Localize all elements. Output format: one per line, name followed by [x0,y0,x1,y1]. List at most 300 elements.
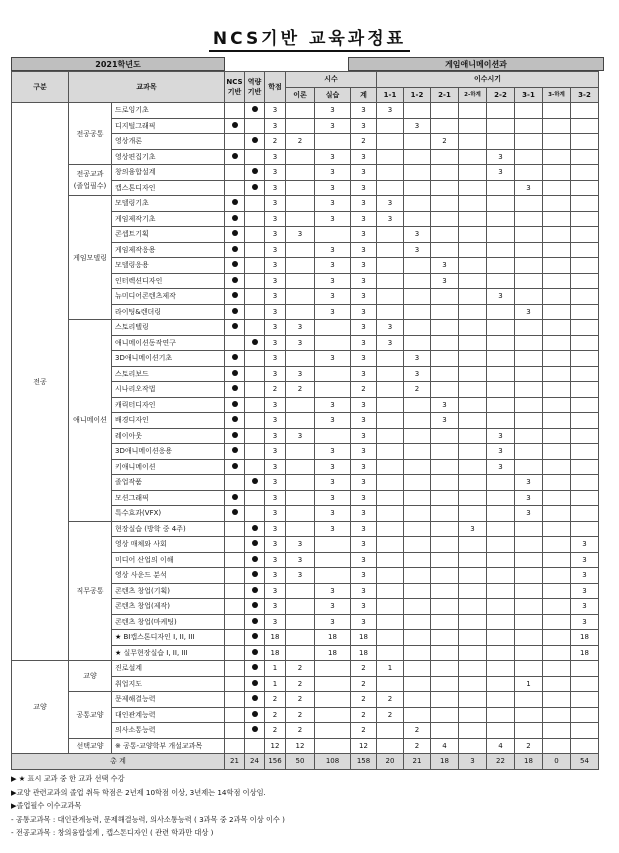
semester-cell: 3 [487,444,515,460]
credit-cell: 3 [265,242,286,258]
totals-ncs: 21 [225,754,245,770]
semester-cell [459,289,487,305]
semester-cell: 3 [571,614,599,630]
semester-cell [487,707,515,723]
practice-cell: 3 [315,413,351,429]
semester-cell [487,103,515,119]
subject-name: 게임제작응용 [112,242,225,258]
semester-cell [515,134,543,150]
semester-cell [377,165,404,181]
credit-cell: 2 [265,692,286,708]
semester-cell [515,227,543,243]
semester-cell [431,707,459,723]
ncs-dot-icon [232,494,238,500]
semester-cell [515,444,543,460]
subject-name: 영상 사운드 분석 [112,568,225,584]
semester-cell [515,552,543,568]
semester-cell [431,118,459,134]
semester-cell: 3 [515,304,543,320]
competency-dot-icon [252,680,258,686]
ncs-mark [225,242,245,258]
subject-name: 미디어 산업의 이해 [112,552,225,568]
total-cell: 3 [351,273,377,289]
semester-cell [404,335,431,351]
semester-cell [377,614,404,630]
total-cell: 2 [351,134,377,150]
ncs-mark [225,149,245,165]
semester-cell [487,552,515,568]
ncs-dot-icon [232,323,238,329]
semester-cell [377,583,404,599]
semester-cell [404,692,431,708]
semester-cell: 3 [487,149,515,165]
semester-cell [404,459,431,475]
practice-cell: 3 [315,506,351,522]
semester-cell [515,366,543,382]
ncs-dot-icon [232,308,238,314]
semester-cell [431,475,459,491]
header-credits: 학점 [265,72,286,103]
semester-cell: 3 [377,320,404,336]
ncs-dot-icon [232,246,238,252]
semester-cell: 2 [404,738,431,754]
subject-name: ※ 공통-교양학부 개설교과목 [112,738,225,754]
subgroup-label: 공통교양 [76,710,104,719]
semester-cell [404,614,431,630]
semester-cell [543,630,571,646]
theory-cell [286,258,315,274]
semester-cell [515,521,543,537]
year-label: 2021학년도 [11,57,225,71]
semester-cell [459,738,487,754]
theory-cell [286,351,315,367]
subgroup-cell [69,521,112,661]
credit-cell: 3 [265,599,286,615]
semester-cell [571,134,599,150]
ncs-dot-icon [232,277,238,283]
semester-cell [377,289,404,305]
credit-cell: 3 [265,444,286,460]
totals-semester: 21 [404,754,431,770]
header-semester: 2-2 [487,87,515,103]
competency-dot-icon [252,649,258,655]
header-semester: 1-2 [404,87,431,103]
semester-cell [515,692,543,708]
semester-cell: 3 [571,599,599,615]
semester-cell [431,444,459,460]
semester-cell [459,134,487,150]
credit-cell: 3 [265,103,286,119]
semester-cell [377,413,404,429]
semester-cell [431,692,459,708]
total-cell: 3 [351,521,377,537]
credit-cell: 2 [265,723,286,739]
competency-mark [245,599,265,615]
semester-cell [404,304,431,320]
subject-name: 레이아웃 [112,428,225,444]
ncs-mark [225,537,245,553]
ncs-dot-icon [232,447,238,453]
semester-cell [543,723,571,739]
semester-cell [571,444,599,460]
subgroup-label: (졸업필수) [73,182,107,190]
subject-name: 영상편집기초 [112,149,225,165]
semester-cell [459,335,487,351]
semester-cell [515,661,543,677]
competency-mark [245,366,265,382]
practice-cell [315,707,351,723]
semester-cell [404,661,431,677]
competency-mark [245,723,265,739]
subgroup-cell [69,738,112,754]
semester-cell [487,490,515,506]
semester-cell [571,676,599,692]
total-cell: 3 [351,568,377,584]
competency-dot-icon [252,633,258,639]
semester-cell [571,180,599,196]
semester-cell [487,397,515,413]
semester-cell [571,149,599,165]
subject-name: 라이팅&렌더링 [112,304,225,320]
semester-cell: 2 [377,692,404,708]
total-cell: 3 [351,180,377,196]
competency-dot-icon [252,525,258,531]
semester-cell [377,118,404,134]
semester-cell [459,273,487,289]
table-row [12,320,599,336]
semester-cell [515,614,543,630]
theory-cell: 3 [286,320,315,336]
credit-cell: 3 [265,118,286,134]
semester-cell [487,134,515,150]
semester-cell: 3 [404,242,431,258]
semester-cell: 4 [487,738,515,754]
semester-cell [459,118,487,134]
semester-cell [377,490,404,506]
subject-name: 3D애니메이션기초 [112,351,225,367]
semester-cell [459,661,487,677]
semester-cell [404,568,431,584]
credit-cell: 3 [265,196,286,212]
theory-cell [286,490,315,506]
ncs-dot-icon [232,385,238,391]
semester-cell [543,676,571,692]
semester-cell [515,397,543,413]
total-cell: 2 [351,723,377,739]
semester-cell: 3 [487,289,515,305]
semester-cell [487,645,515,661]
theory-cell: 3 [286,428,315,444]
total-cell: 3 [351,459,377,475]
totals-total: 158 [351,754,377,770]
theory-cell: 2 [286,661,315,677]
competency-mark [245,134,265,150]
semester-cell [487,382,515,398]
ncs-mark [225,676,245,692]
competency-mark [245,211,265,227]
semester-cell [571,258,599,274]
competency-mark [245,428,265,444]
ncs-mark [225,165,245,181]
semester-cell: 3 [515,490,543,506]
theory-cell: 2 [286,723,315,739]
practice-cell: 3 [315,475,351,491]
semester-cell [543,614,571,630]
ncs-dot-icon [232,370,238,376]
theory-cell [286,180,315,196]
semester-cell [459,413,487,429]
competency-dot-icon [252,137,258,143]
ncs-mark [225,645,245,661]
ncs-mark [225,196,245,212]
semester-cell [515,258,543,274]
subject-name: 콘텐츠 창업(제작) [112,599,225,615]
ncs-mark [225,707,245,723]
subject-name: 캡스톤디자인 [112,180,225,196]
competency-mark [245,320,265,336]
competency-dot-icon [252,587,258,593]
credit-cell: 3 [265,614,286,630]
semester-cell [515,723,543,739]
semester-cell [515,196,543,212]
competency-mark [245,180,265,196]
totals-row [12,754,599,770]
ncs-mark [225,258,245,274]
practice-cell [315,552,351,568]
subgroup-label: 게임모델링 [73,253,107,262]
semester-cell [459,258,487,274]
semester-cell [487,537,515,553]
ncs-dot-icon [232,292,238,298]
total-cell: 3 [351,552,377,568]
competency-mark [245,289,265,305]
competency-dot-icon [252,618,258,624]
credit-cell: 3 [265,568,286,584]
theory-cell: 3 [286,366,315,382]
semester-cell [487,335,515,351]
totals-credit: 156 [265,754,286,770]
semester-cell: 2 [404,723,431,739]
semester-cell [543,661,571,677]
header-semester: 3-하계 [543,87,571,103]
subject-name: 게임제작기초 [112,211,225,227]
semester-cell: 18 [571,645,599,661]
semester-cell [431,630,459,646]
ncs-mark [225,304,245,320]
semester-cell: 3 [515,180,543,196]
semester-cell [487,366,515,382]
ncs-mark [225,614,245,630]
semester-cell [543,103,571,119]
semester-cell [543,366,571,382]
theory-cell [286,242,315,258]
semester-cell [571,242,599,258]
footnote: ▶교양 관련교과의 졸업 취득 학점은 2년제 10학점 이상, 3년제는 14학점 이상임. [11,787,266,797]
semester-cell [487,723,515,739]
semester-cell: 3 [515,506,543,522]
totals-comp: 24 [245,754,265,770]
table-row [12,521,599,537]
area-cell: 전공 [12,103,69,661]
semester-cell [404,630,431,646]
total-cell: 3 [351,149,377,165]
ncs-mark [225,490,245,506]
totals-semester: 54 [571,754,599,770]
competency-mark [245,630,265,646]
semester-cell [543,304,571,320]
semester-cell [377,475,404,491]
practice-cell: 3 [315,397,351,413]
semester-cell [515,583,543,599]
semester-cell [404,506,431,522]
semester-cell [459,645,487,661]
ncs-mark [225,738,245,754]
semester-cell [515,211,543,227]
semester-cell [431,165,459,181]
total-cell: 3 [351,335,377,351]
semester-cell [431,320,459,336]
semester-cell [459,583,487,599]
subgroup-label: 교양 [83,672,97,680]
theory-cell [286,599,315,615]
semester-cell [515,645,543,661]
competency-dot-icon [252,664,258,670]
subject-name: 키애니메이션 [112,459,225,475]
practice-cell: 3 [315,351,351,367]
semester-cell [571,707,599,723]
semester-cell [459,614,487,630]
semester-cell: 2 [431,134,459,150]
theory-cell [286,397,315,413]
semester-cell [515,382,543,398]
semester-cell [404,397,431,413]
practice-cell [315,676,351,692]
total-cell: 3 [351,506,377,522]
header-subject: 교과목 [69,72,225,103]
semester-cell [487,475,515,491]
semester-cell [431,676,459,692]
semester-cell [459,397,487,413]
semester-cell [431,351,459,367]
total-cell: 2 [351,661,377,677]
theory-cell [286,196,315,212]
credit-cell: 3 [265,273,286,289]
total-cell: 3 [351,258,377,274]
total-cell: 3 [351,118,377,134]
semester-cell [543,707,571,723]
practice-cell: 3 [315,149,351,165]
subject-name: 콘셉트기획 [112,227,225,243]
subgroup-cell [69,165,112,196]
semester-cell: 3 [431,413,459,429]
theory-cell [286,273,315,289]
competency-dot-icon [252,726,258,732]
semester-cell [377,304,404,320]
subject-name: 모델링기초 [112,196,225,212]
semester-cell [377,738,404,754]
header-semester: 2-하계 [459,87,487,103]
header-row [12,72,599,88]
semester-cell [431,196,459,212]
subject-name: 의사소통능력 [112,723,225,739]
semester-cell [404,537,431,553]
ncs-mark [225,692,245,708]
practice-cell: 3 [315,258,351,274]
header-hours: 시수 [286,72,377,88]
semester-cell [571,289,599,305]
practice-cell [315,537,351,553]
total-cell: 3 [351,304,377,320]
practice-cell: 3 [315,103,351,119]
semester-cell [571,382,599,398]
ncs-dot-icon [232,354,238,360]
subgroup-cell [69,692,112,739]
subgroup-cell [69,320,112,522]
semester-cell: 3 [404,118,431,134]
semester-cell: 3 [459,521,487,537]
semester-cell [459,103,487,119]
subject-name: 모델링응용 [112,258,225,274]
semester-cell [404,289,431,305]
subject-name: 콘텐츠 창업(기획) [112,583,225,599]
subject-name: 취업지도 [112,676,225,692]
semester-cell [377,351,404,367]
semester-cell [487,506,515,522]
semester-cell [571,428,599,444]
subject-name: ★ 실무현장실습 I, II, III [112,645,225,661]
semester-cell [543,335,571,351]
credit-cell: 3 [265,211,286,227]
semester-cell [404,676,431,692]
semester-cell: 3 [571,568,599,584]
semester-cell [404,599,431,615]
total-cell: 3 [351,103,377,119]
semester-cell [377,134,404,150]
semester-cell [459,149,487,165]
semester-cell: 3 [377,103,404,119]
competency-mark [245,614,265,630]
totals-theory: 50 [286,754,315,770]
practice-cell [315,428,351,444]
credit-cell: 3 [265,521,286,537]
theory-cell [286,165,315,181]
theory-cell: 3 [286,227,315,243]
subject-name: 졸업작품 [112,475,225,491]
totals-label: 총 계 [12,754,225,770]
theory-cell [286,645,315,661]
semester-cell [377,552,404,568]
ncs-mark [225,723,245,739]
ncs-mark [225,599,245,615]
semester-cell [431,242,459,258]
theory-cell: 2 [286,676,315,692]
ncs-mark [225,134,245,150]
semester-cell [543,397,571,413]
semester-cell [459,227,487,243]
semester-cell [404,707,431,723]
total-cell: 2 [351,692,377,708]
ncs-dot-icon [232,215,238,221]
ncs-mark [225,382,245,398]
theory-cell [286,103,315,119]
semester-cell [543,258,571,274]
semester-cell [377,258,404,274]
header-total: 계 [351,87,377,103]
credit-cell: 3 [265,397,286,413]
semester-cell: 2 [404,382,431,398]
semester-cell [487,630,515,646]
semester-cell [459,351,487,367]
